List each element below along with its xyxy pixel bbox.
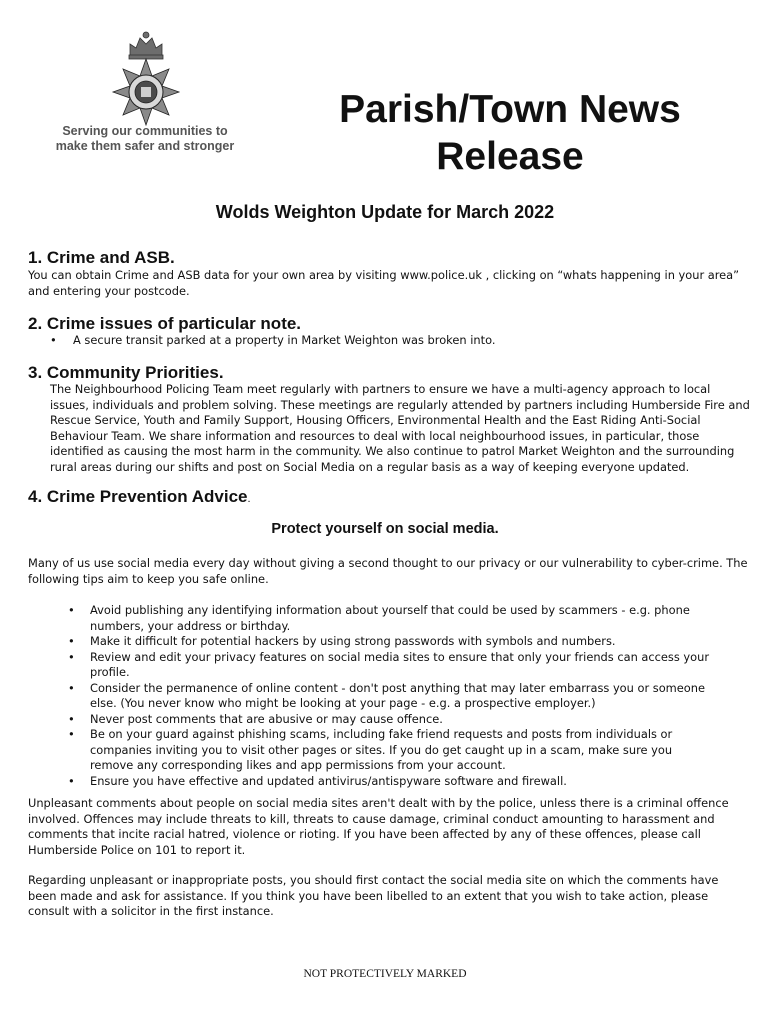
list-item: • Ensure you have effective and updated antivirus/antispyware software and firewall. — [28, 774, 713, 790]
section-heading-community-priorities: 3. Community Priorities. — [28, 363, 224, 382]
protective-marking-footer: NOT PROTECTIVELY MARKED — [303, 968, 467, 980]
list-item: • Review and edit your privacy features on social media sites to ensure that only your friends can access your profile. — [28, 650, 713, 681]
social-media-tips-list — [28, 603, 713, 789]
section-text-crime-asb: You can obtain Crime and ASB data for your own area by visiting www.police.uk , clicking on “whats happening in your area” and entering your postcode. — [28, 268, 740, 298]
subheading-social-media: Protect yourself on social media. — [271, 521, 499, 537]
title-line-1: Parish/Town News — [339, 88, 681, 131]
list-item: • Make it difficult for potential hackers by using strong passwords with symbols and numbers. — [28, 634, 713, 650]
heading-suffix: . — [247, 493, 251, 505]
section-heading-crime-prevention — [28, 486, 251, 510]
motto-line-2: make them safer and stronger — [55, 139, 235, 153]
list-item: • Avoid publishing any identifying information about yourself that could be used by scammers - e.g. phone numbers, your address or birthday. — [28, 603, 713, 634]
motto-line-1: Serving our communities to — [62, 124, 228, 138]
crime-issues-list — [28, 333, 728, 349]
section-text-community-priorities: The Neighbourhood Policing Team meet regularly with partners to ensure we have a multi-agency approach to local issues, individuals and problem solving. These meetings are regularly attended by partners including Humberside Fire and Rescue Service, Youth and Family Support, Housing Officers, Environmental Health and the East Riding Anti-Social Behaviour Team. We share information and resources to deal with local neighbourhood issues, in particular, those identified as causing the most harm in the community. We also continue to patrol Market Weighton and the surrounding rural areas during our shifts and post on Social Media on a regular basis as a way of keeping everyone updated. — [50, 382, 750, 474]
update-title: Wolds Weighton Update for March 2022 — [215, 202, 555, 222]
title-line-2: Release — [436, 135, 584, 178]
police-offences-paragraph: Unpleasant comments about people on social media sites aren't dealt with by the police, unless there is a criminal offence involved. Offences may include threats to kill, threats to cause damage, criminal conduct amounting to harassment and comments that incite racial hatred, violence or rioting. If you have been affected by any of these offences, please call Humberside Police on 101 to report it. — [28, 796, 729, 857]
intro-paragraph: Many of us use social media every day without giving a second thought to our privacy or our vulnerability to cyber-crime. The following tips aim to keep you safe online. — [28, 556, 748, 586]
heading-text: 4. Crime Prevention Advice — [28, 487, 248, 506]
section-heading-crime-issues: 2. Crime issues of particular note. — [28, 314, 302, 333]
social-media-site-paragraph: Regarding unpleasant or inappropriate posts, you should first contact the social media site on which the comments have been made and ask for assistance. If you think you have been libelled to an extent that you wish to take action, please consult with a solicitor in the first instance. — [28, 873, 719, 918]
list-item: • A secure transit parked at a property in Market Weighton was broken into. — [28, 333, 728, 349]
police-crest-logo — [100, 30, 192, 126]
motto — [30, 124, 260, 154]
list-item: • Be on your guard against phishing scams, including fake friend requests and posts from individuals or companies inviting you to visit other pages or sites. If you do get caught up in a scam, make sure you remove any corresponding likes and app permissions from your account. — [28, 727, 713, 774]
list-item: • Never post comments that are abusive or may cause offence. — [28, 712, 713, 728]
section-heading-crime-asb: 1. Crime and ASB. — [28, 248, 175, 267]
list-item: • Consider the permanence of online content - don't post anything that may later embarrass you or someone else. (You never know who might be looking at your page - e.g. a prospective employer.) — [28, 681, 713, 712]
page-title — [290, 86, 730, 180]
